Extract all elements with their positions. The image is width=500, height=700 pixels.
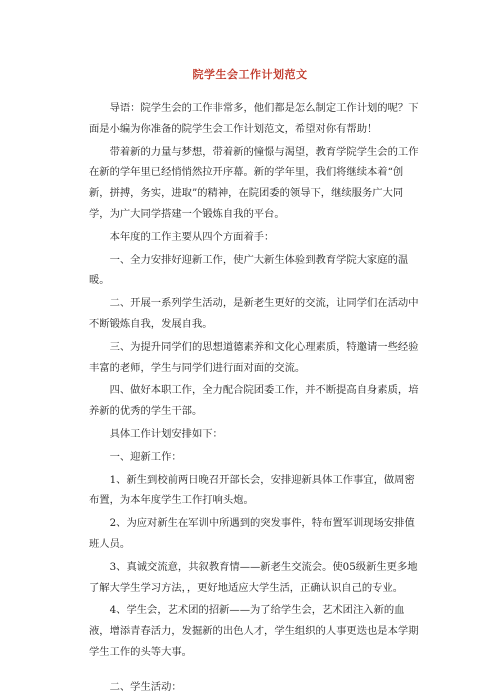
paragraph-item-4: 4、学生会，艺术团的招新——为了给学生会，艺术团注入新的血液，增添青春活力，发掘新的出色人才，学生组织的人事更迭也是本学期学生工作的头等大事。 bbox=[89, 604, 419, 658]
paragraph-overview: 本年度的工作主要从四个方面着手： bbox=[109, 230, 275, 243]
section-heading-activities: 二、学生活动： bbox=[109, 680, 182, 693]
paragraph-plan-heading: 具体工作计划安排如下： bbox=[109, 427, 223, 440]
paragraph-aspect-2: 二、开展一系列学生活动，是新老生更好的交流，让同学们在活动中不断锻炼自我，发展自我。 bbox=[89, 297, 419, 330]
section-heading-welcome: 一、迎新工作： bbox=[109, 450, 182, 463]
paragraph-aspect-4: 四、做好本职工作，全力配合院团委工作，并不断提高自身素质，培养新的优秀的学生干部。 bbox=[89, 384, 419, 418]
paragraph-aspect-3: 三、为提升同学们的思想道德素养和文化心理素质，特邀请一些经验丰富的老师，学生与同学们进行面对面的交流。 bbox=[89, 340, 419, 374]
spacer bbox=[89, 665, 421, 677]
paragraph-item-3: 3、真诚交流意，共叙教育情——新老生交流会。使05级新生更多地了解大学生学习方法，，更好地适应大学生活，正确认识自己的专业。 bbox=[89, 560, 418, 594]
document-body bbox=[89, 98, 421, 700]
paragraph-intro: 导语：院学生会的工作非常多，他们都是怎么制定工作计划的呢？下面是小编为你准备的院学生会工作计划范文，希望对你有帮助！ bbox=[89, 102, 419, 135]
paragraph-item-1: 1、新生到校前两日晚召开部长会，安排迎新具体工作事宜，做周密布置，为本年度学生工作打响头炮。 bbox=[89, 473, 415, 507]
paragraph-opening: 带着新的力量与梦想，带着新的憧憬与渴望，教育学院学生会的工作在新的学年里已经悄悄然拉开序幕。新的学年里，我们将继续本着“创新，拼搏，务实，进取”的精神，在院团委的领导下，继续服务广大同学，为广大同学搭建一个锻炼自我的平台。 bbox=[89, 145, 419, 220]
paragraph-item-2: 2、为应对新生在军训中所遇到的突发事件，特布置军训现场安排值班人员。 bbox=[89, 517, 415, 550]
paragraph-aspect-1: 一、全力安排好迎新工作，使广大新生体验到教育学院大家庭的温暖。 bbox=[89, 253, 409, 287]
document-title: 院学生会工作计划范文 bbox=[192, 68, 308, 81]
